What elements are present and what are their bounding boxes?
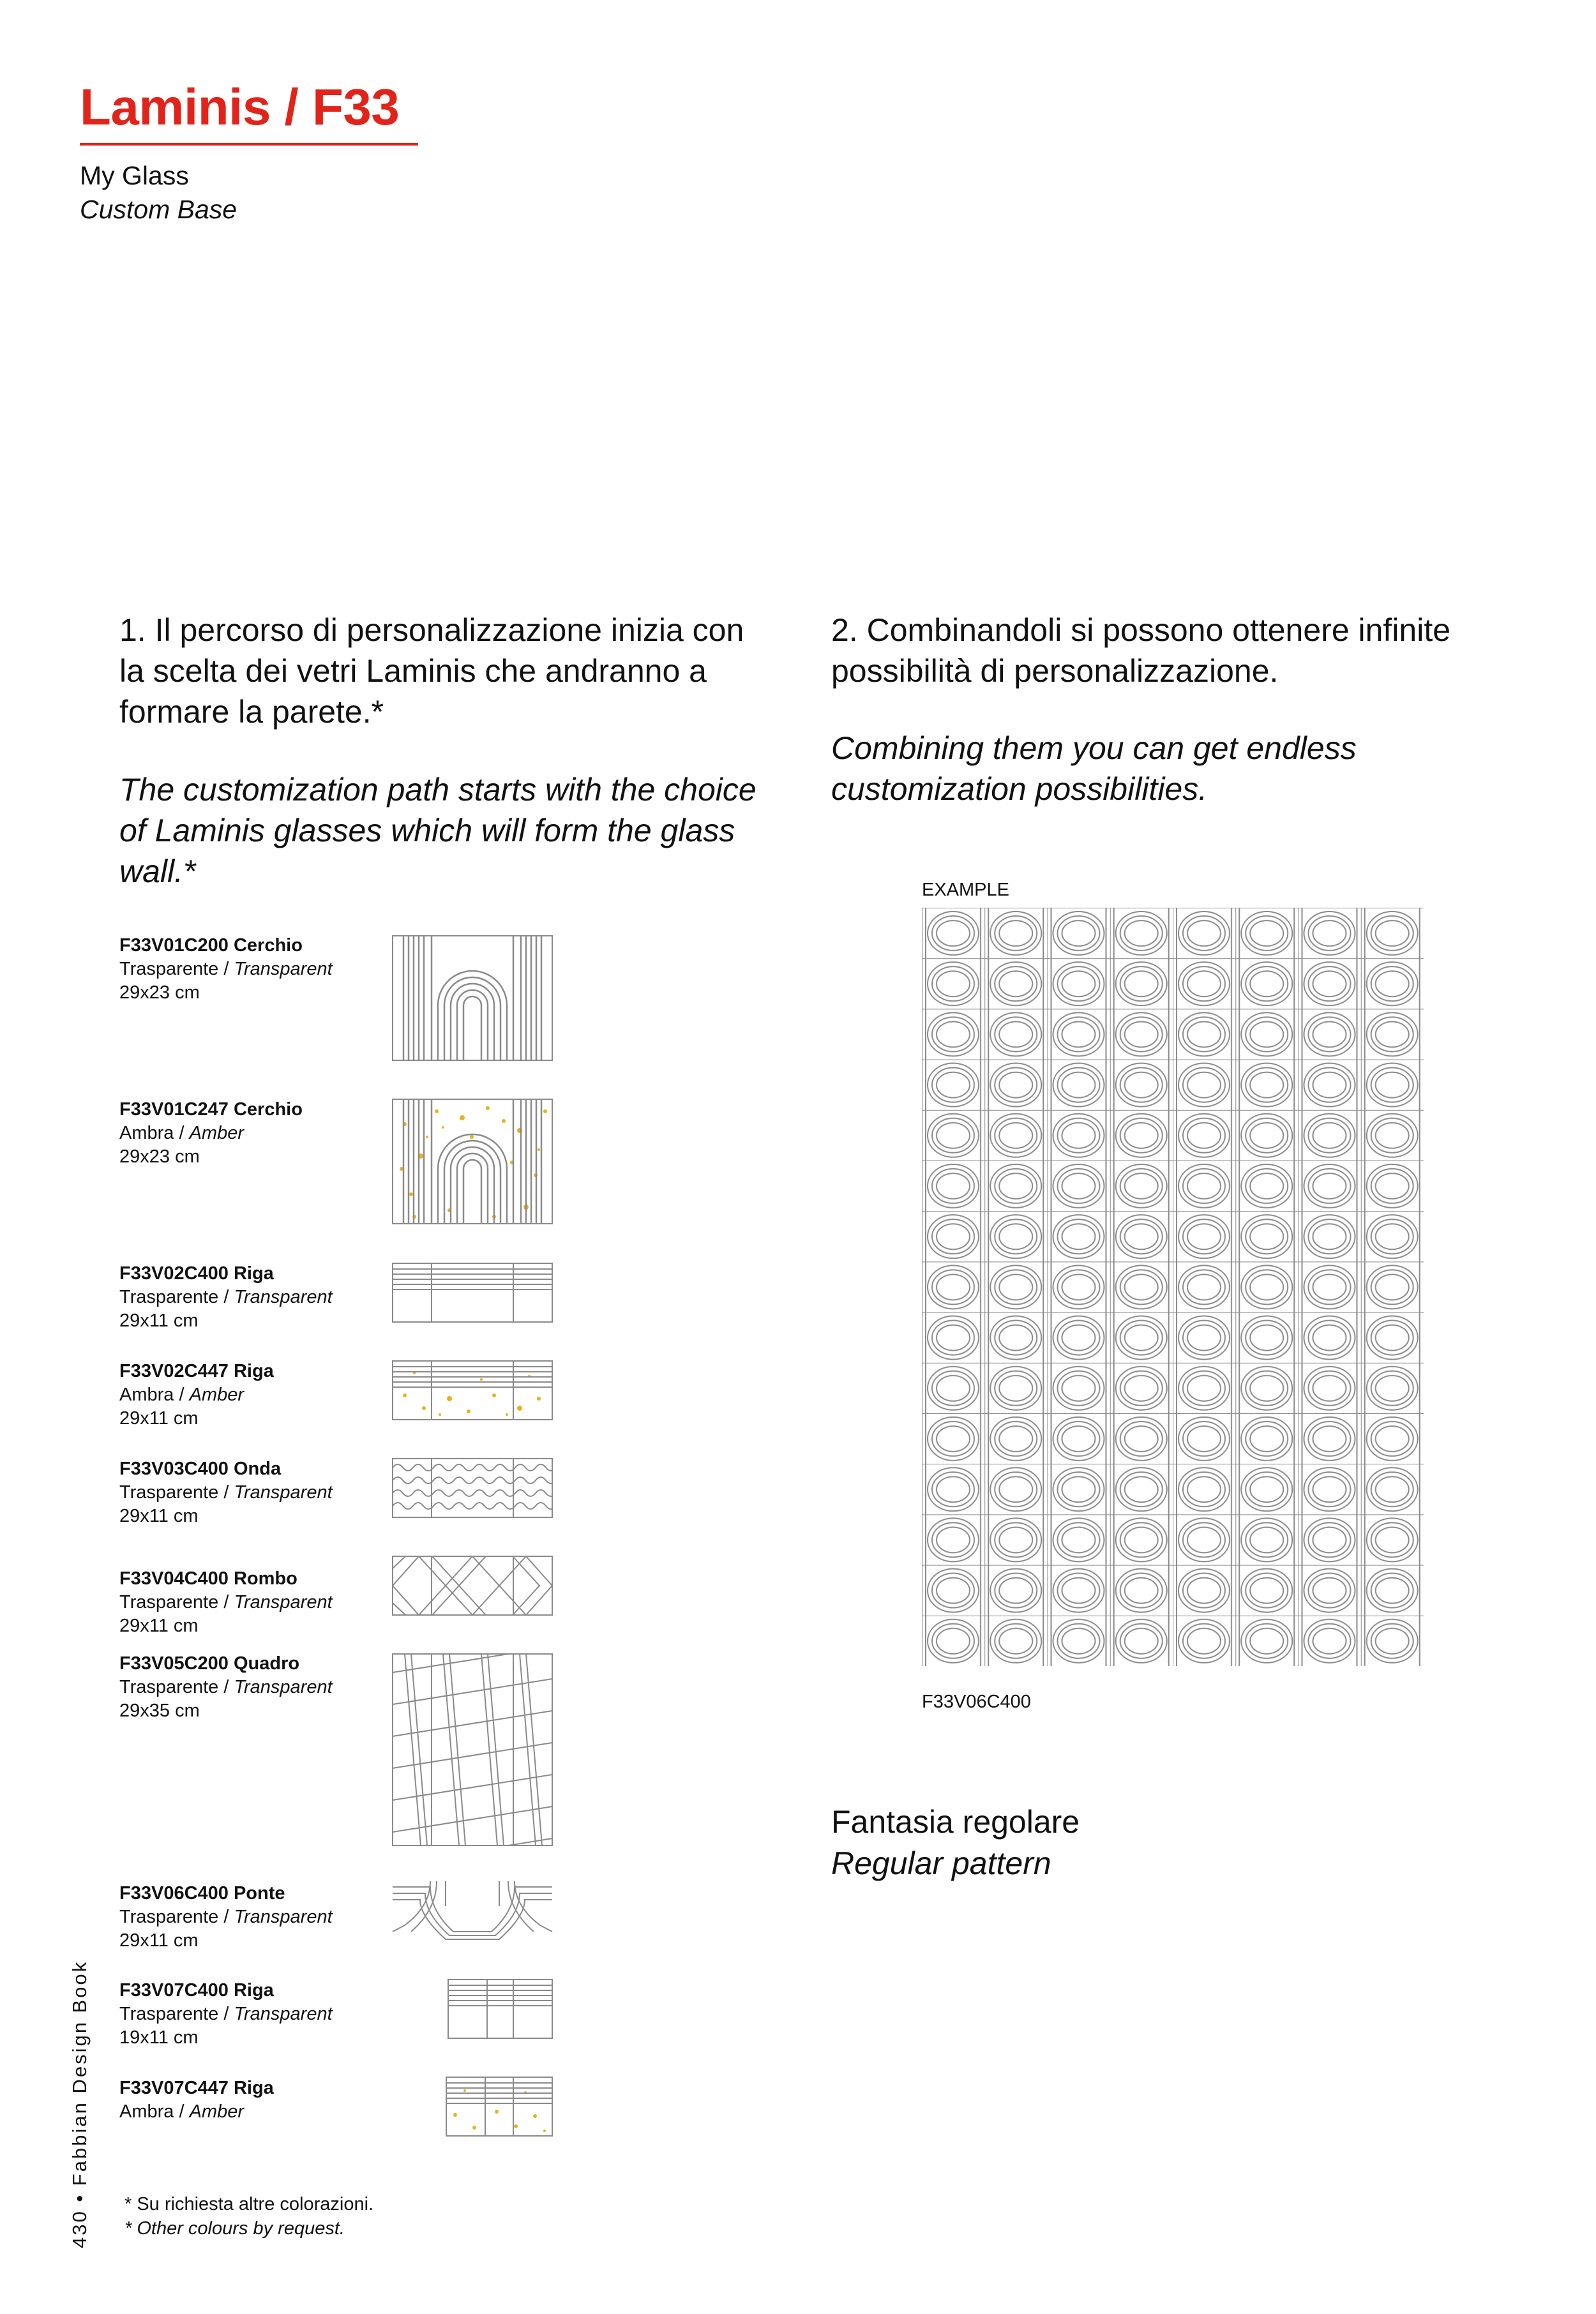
product-item xyxy=(119,1567,375,1638)
product-item xyxy=(119,1098,375,1169)
page-number-side-label: 430 • Fabbian Design Book xyxy=(68,1960,91,2248)
product-item xyxy=(119,1262,375,1333)
product-size: 29x35 cm xyxy=(119,1701,200,1721)
rombo-transparent-swatch xyxy=(392,1556,553,1616)
column1-heading-it: 1. Il percorso di personalizzazione inizia con la scelta dei vetri Laminis che andranno a formare la parete.* xyxy=(119,612,744,730)
product-code: F33V06C400 Ponte xyxy=(119,1883,285,1904)
product-code: F33V07C447 Riga xyxy=(119,2078,274,2098)
product-size: 29x11 cm xyxy=(119,1616,199,1636)
column1-heading-en: The customization path starts with the choice of Laminis glasses which will form the glass wall.* xyxy=(119,772,757,889)
quadro-transparent-swatch xyxy=(392,1653,553,1846)
product-code: F33V02C400 Riga xyxy=(119,1263,274,1284)
product-size: 29x11 cm xyxy=(119,1408,199,1429)
subtitle: My Glass xyxy=(80,161,189,190)
product-size: 29x11 cm xyxy=(119,1930,199,1951)
product-code: F33V02C447 Riga xyxy=(119,1361,274,1381)
riga-transparent-swatch xyxy=(392,1263,553,1323)
product-code: F33V04C400 Rombo xyxy=(119,1568,297,1589)
product-item xyxy=(119,1457,375,1528)
subtitle-italic: Custom Base xyxy=(80,195,237,224)
cerchio-amber-swatch xyxy=(392,1099,553,1224)
product-finish: Ambra / Amber xyxy=(119,1123,245,1143)
product-item xyxy=(119,1979,375,2050)
product-item xyxy=(119,1360,375,1431)
riga-small-amber-swatch xyxy=(446,2077,553,2137)
product-code: F33V01C200 Cerchio xyxy=(119,935,303,956)
product-size: 19x11 cm xyxy=(119,2027,199,2048)
riga-small-transparent-swatch xyxy=(448,1979,553,2039)
example-label: EXAMPLE xyxy=(922,880,1009,900)
title-underline xyxy=(80,143,418,146)
product-finish: Trasparente / Transparent xyxy=(119,1287,333,1307)
column2-heading-en: Combining them you can get endless customization possibilities. xyxy=(831,730,1357,807)
product-size: 29x11 cm xyxy=(119,1311,199,1331)
product-size: 29x11 cm xyxy=(119,1506,199,1526)
ponte-transparent-swatch xyxy=(392,1881,553,1941)
product-code: F33V03C400 Onda xyxy=(119,1459,282,1479)
riga-amber-swatch xyxy=(392,1360,553,1420)
pattern-title-it: Fantasia regolare xyxy=(831,1804,1080,1840)
product-finish: Trasparente / Transparent xyxy=(119,1907,333,1927)
product-finish: Trasparente / Transparent xyxy=(119,1677,333,1697)
product-finish: Ambra / Amber xyxy=(119,2101,245,2122)
product-code: F33V07C400 Riga xyxy=(119,1980,274,2001)
product-size: 29x23 cm xyxy=(119,1146,200,1167)
column2-heading-it: 2. Combinandoli si possono ottenere infinite possibilità di personalizzazione. xyxy=(831,612,1451,689)
product-size: 29x23 cm xyxy=(119,982,200,1003)
onda-transparent-swatch xyxy=(392,1458,553,1518)
example-pattern xyxy=(922,908,1424,1666)
cerchio-transparent-swatch xyxy=(392,935,553,1061)
example-code: F33V06C400 xyxy=(922,1692,1031,1712)
product-finish: Ambra / Amber xyxy=(119,1385,245,1405)
page-title: Laminis / F33 xyxy=(80,79,400,135)
product-item xyxy=(119,1882,375,1953)
footnote-it: * Su richiesta altre colorazioni. xyxy=(124,2194,374,2214)
product-finish: Trasparente / Transparent xyxy=(119,1482,333,1503)
product-item xyxy=(119,1652,375,1723)
product-item xyxy=(119,934,375,1005)
footnote-en: * Other colours by request. xyxy=(124,2218,345,2239)
product-code: F33V05C200 Quadro xyxy=(119,1653,300,1674)
pattern-title-en: Regular pattern xyxy=(831,1845,1051,1881)
product-item xyxy=(119,2077,375,2124)
product-code: F33V01C247 Cerchio xyxy=(119,1099,303,1120)
product-finish: Trasparente / Transparent xyxy=(119,1592,333,1612)
product-finish: Trasparente / Transparent xyxy=(119,2004,333,2024)
product-finish: Trasparente / Transparent xyxy=(119,959,333,979)
